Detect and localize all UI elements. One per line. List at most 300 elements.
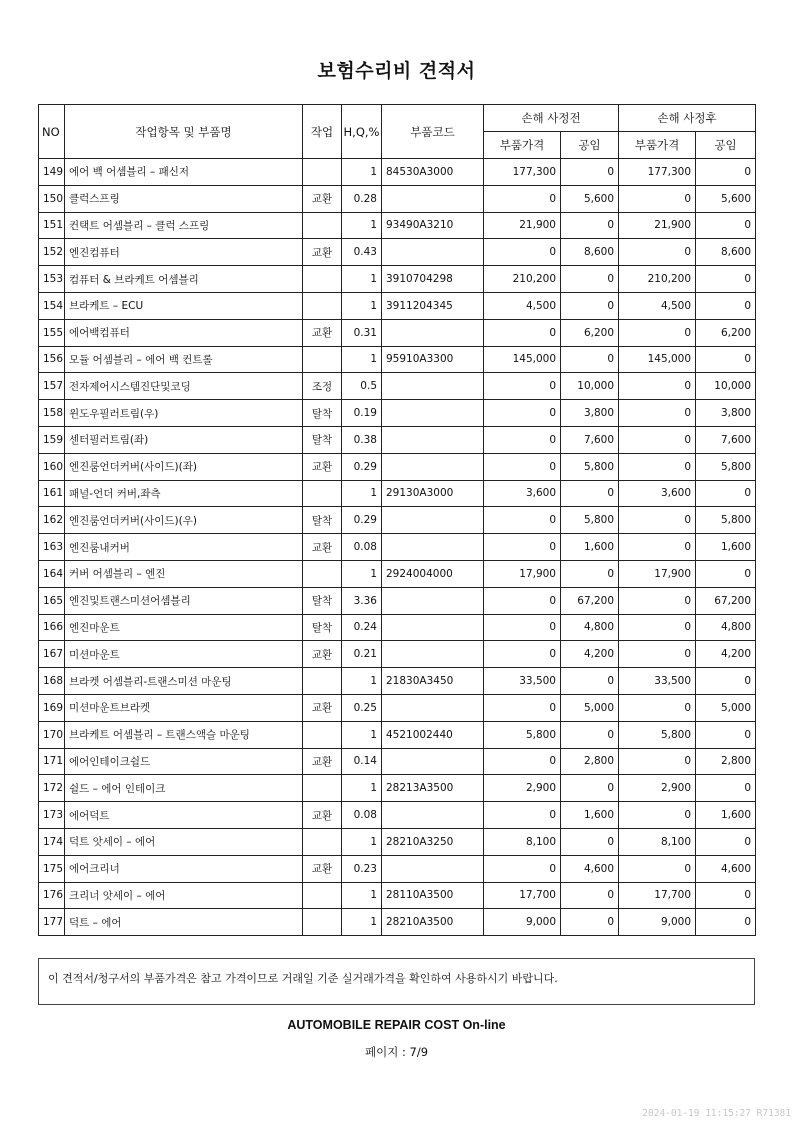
- item-name: 엔진컴퓨터: [65, 239, 303, 266]
- before-part-price: 3,600: [484, 480, 561, 507]
- table-row: [39, 668, 756, 695]
- item-name: 브라케트 – ECU: [65, 292, 303, 319]
- before-labor: 0: [561, 560, 619, 587]
- before-labor: 0: [561, 721, 619, 748]
- before-labor: 0: [561, 266, 619, 293]
- hq-value: 1: [342, 668, 382, 695]
- item-name: 엔진및트랜스미션어셈블리: [65, 587, 303, 614]
- item-name: 센터필러트림(좌): [65, 426, 303, 453]
- table-row: [39, 882, 756, 909]
- before-part-price: 0: [484, 400, 561, 427]
- table-row: [39, 373, 756, 400]
- after-part-price: 0: [619, 507, 696, 534]
- after-labor: 3,800: [696, 400, 756, 427]
- before-part-price: 8,100: [484, 828, 561, 855]
- work-type: 교환: [303, 453, 342, 480]
- hq-value: 1: [342, 159, 382, 186]
- hq-value: 0.43: [342, 239, 382, 266]
- part-code: [382, 802, 484, 829]
- work-type: [303, 480, 342, 507]
- work-type: 탈착: [303, 507, 342, 534]
- row-number: 156: [39, 346, 65, 373]
- after-labor: 0: [696, 346, 756, 373]
- after-part-price: 17,900: [619, 560, 696, 587]
- after-labor: 0: [696, 560, 756, 587]
- hq-value: 0.21: [342, 641, 382, 668]
- hq-value: 1: [342, 266, 382, 293]
- hq-value: 0.38: [342, 426, 382, 453]
- before-part-price: 0: [484, 855, 561, 882]
- row-number: 152: [39, 239, 65, 266]
- after-labor: 0: [696, 212, 756, 239]
- work-type: [303, 882, 342, 909]
- part-code: 28110A3500: [382, 882, 484, 909]
- part-code: 28210A3500: [382, 909, 484, 936]
- table-row: [39, 694, 756, 721]
- work-type: [303, 159, 342, 186]
- after-part-price: 210,200: [619, 266, 696, 293]
- row-number: 172: [39, 775, 65, 802]
- after-part-price: 145,000: [619, 346, 696, 373]
- before-labor: 0: [561, 828, 619, 855]
- work-type: [303, 909, 342, 936]
- before-part-price: 0: [484, 239, 561, 266]
- before-part-price: 177,300: [484, 159, 561, 186]
- item-name: 덕트 – 에어: [65, 909, 303, 936]
- work-type: 교환: [303, 185, 342, 212]
- item-name: 에어 백 어셈블리 – 패신저: [65, 159, 303, 186]
- after-labor: 7,600: [696, 426, 756, 453]
- after-part-price: 8,100: [619, 828, 696, 855]
- before-labor: 0: [561, 775, 619, 802]
- table-row: [39, 185, 756, 212]
- header-item: 작업항목 및 부품명: [65, 105, 303, 159]
- row-number: 165: [39, 587, 65, 614]
- before-part-price: 145,000: [484, 346, 561, 373]
- before-part-price: 0: [484, 426, 561, 453]
- work-type: [303, 346, 342, 373]
- after-part-price: 0: [619, 453, 696, 480]
- work-type: [303, 212, 342, 239]
- row-number: 159: [39, 426, 65, 453]
- after-part-price: 0: [619, 614, 696, 641]
- work-type: 교환: [303, 855, 342, 882]
- row-number: 175: [39, 855, 65, 882]
- before-labor: 67,200: [561, 587, 619, 614]
- table-row: [39, 721, 756, 748]
- after-part-price: 0: [619, 694, 696, 721]
- work-type: 교환: [303, 239, 342, 266]
- table-row: [39, 346, 756, 373]
- item-name: 크리너 앗세이 – 에어: [65, 882, 303, 909]
- table-row: [39, 560, 756, 587]
- after-labor: 0: [696, 721, 756, 748]
- before-labor: 5,600: [561, 185, 619, 212]
- hq-value: 0.24: [342, 614, 382, 641]
- header-hq: H,Q,%: [342, 105, 382, 159]
- part-code: 95910A3300: [382, 346, 484, 373]
- item-name: 브라켓 어셈블리-트랜스미션 마운팅: [65, 668, 303, 695]
- row-number: 157: [39, 373, 65, 400]
- part-code: [382, 400, 484, 427]
- before-part-price: 0: [484, 534, 561, 561]
- part-code: [382, 614, 484, 641]
- before-part-price: 0: [484, 453, 561, 480]
- before-part-price: 0: [484, 694, 561, 721]
- table-row: [39, 802, 756, 829]
- row-number: 167: [39, 641, 65, 668]
- before-labor: 10,000: [561, 373, 619, 400]
- work-type: 교환: [303, 694, 342, 721]
- part-code: 21830A3450: [382, 668, 484, 695]
- before-part-price: 4,500: [484, 292, 561, 319]
- after-labor: 0: [696, 828, 756, 855]
- work-type: [303, 560, 342, 587]
- part-code: [382, 855, 484, 882]
- row-number: 174: [39, 828, 65, 855]
- after-part-price: 0: [619, 641, 696, 668]
- item-name: 윈도우필러트림(우): [65, 400, 303, 427]
- hq-value: 1: [342, 721, 382, 748]
- before-labor: 0: [561, 159, 619, 186]
- work-type: [303, 668, 342, 695]
- row-number: 155: [39, 319, 65, 346]
- hq-value: 1: [342, 775, 382, 802]
- after-part-price: 2,900: [619, 775, 696, 802]
- estimate-rows: [39, 159, 756, 936]
- item-name: 컨택트 어셈블리 – 클럭 스프링: [65, 212, 303, 239]
- hq-value: 3.36: [342, 587, 382, 614]
- hq-value: 0.29: [342, 507, 382, 534]
- before-labor: 0: [561, 909, 619, 936]
- after-part-price: 4,500: [619, 292, 696, 319]
- row-number: 161: [39, 480, 65, 507]
- after-labor: 0: [696, 292, 756, 319]
- item-name: 커버 어셈블리 – 엔진: [65, 560, 303, 587]
- item-name: 엔진룸언더커버(사이드)(좌): [65, 453, 303, 480]
- row-number: 173: [39, 802, 65, 829]
- before-labor: 3,800: [561, 400, 619, 427]
- item-name: 에어크리너: [65, 855, 303, 882]
- after-labor: 5,800: [696, 453, 756, 480]
- before-part-price: 0: [484, 319, 561, 346]
- part-code: [382, 641, 484, 668]
- item-name: 엔진룸언더커버(사이드)(우): [65, 507, 303, 534]
- header-after-part-price: 부품가격: [619, 132, 696, 159]
- work-type: 조정: [303, 373, 342, 400]
- table-row: [39, 212, 756, 239]
- after-labor: 4,600: [696, 855, 756, 882]
- before-labor: 0: [561, 292, 619, 319]
- item-name: 미션마운트: [65, 641, 303, 668]
- hq-value: 1: [342, 882, 382, 909]
- header-before-labor: 공임: [561, 132, 619, 159]
- after-part-price: 0: [619, 802, 696, 829]
- row-number: 153: [39, 266, 65, 293]
- after-part-price: 0: [619, 185, 696, 212]
- before-labor: 2,800: [561, 748, 619, 775]
- before-labor: 4,600: [561, 855, 619, 882]
- before-part-price: 0: [484, 614, 561, 641]
- after-part-price: 33,500: [619, 668, 696, 695]
- row-number: 160: [39, 453, 65, 480]
- page-number: 페이지 : 7/9: [364, 1045, 429, 1059]
- part-code: 2924004000: [382, 560, 484, 587]
- item-name: 엔진마운트: [65, 614, 303, 641]
- item-name: 에어백컴퓨터: [65, 319, 303, 346]
- table-row: [39, 855, 756, 882]
- header-after-labor: 공임: [696, 132, 756, 159]
- hq-value: 1: [342, 909, 382, 936]
- before-part-price: 2,900: [484, 775, 561, 802]
- table-row: [39, 587, 756, 614]
- before-labor: 0: [561, 882, 619, 909]
- row-number: 169: [39, 694, 65, 721]
- after-part-price: 0: [619, 400, 696, 427]
- item-name: 미션마운트브라켓: [65, 694, 303, 721]
- before-labor: 6,200: [561, 319, 619, 346]
- part-code: 28210A3250: [382, 828, 484, 855]
- hq-value: 0.5: [342, 373, 382, 400]
- table-row: [39, 775, 756, 802]
- header-before-part-price: 부품가격: [484, 132, 561, 159]
- after-labor: 67,200: [696, 587, 756, 614]
- part-code: [382, 587, 484, 614]
- row-number: 154: [39, 292, 65, 319]
- before-part-price: 17,900: [484, 560, 561, 587]
- before-labor: 5,000: [561, 694, 619, 721]
- header-before-assessment: 손해 사정전: [484, 105, 619, 132]
- part-code: 28213A3500: [382, 775, 484, 802]
- after-labor: 2,800: [696, 748, 756, 775]
- row-number: 162: [39, 507, 65, 534]
- item-name: 컴퓨터 & 브라케트 어셈블리: [65, 266, 303, 293]
- after-labor: 4,200: [696, 641, 756, 668]
- part-code: [382, 319, 484, 346]
- part-code: [382, 373, 484, 400]
- before-part-price: 210,200: [484, 266, 561, 293]
- part-code: 84530A3000: [382, 159, 484, 186]
- before-part-price: 0: [484, 748, 561, 775]
- item-name: 패널-언더 커버,좌측: [65, 480, 303, 507]
- before-part-price: 0: [484, 185, 561, 212]
- after-labor: 0: [696, 266, 756, 293]
- part-code: 3911204345: [382, 292, 484, 319]
- row-number: 177: [39, 909, 65, 936]
- before-labor: 5,800: [561, 453, 619, 480]
- item-name: 에어인테이크쉴드: [65, 748, 303, 775]
- before-part-price: 0: [484, 641, 561, 668]
- after-labor: 8,600: [696, 239, 756, 266]
- price-notice-text: 이 견적서/청구서의 부품가격은 참고 가격이므로 거래일 기준 실거래가격을 확인하여 사용하시기 바랍니다.: [48, 972, 558, 985]
- part-code: 29130A3000: [382, 480, 484, 507]
- row-number: 151: [39, 212, 65, 239]
- header-work: 작업: [303, 105, 342, 159]
- header-after-assessment: 손해 사정후: [619, 105, 756, 132]
- after-part-price: 17,700: [619, 882, 696, 909]
- part-code: [382, 534, 484, 561]
- row-number: 158: [39, 400, 65, 427]
- after-part-price: 0: [619, 373, 696, 400]
- item-name: 엔진룸내커버: [65, 534, 303, 561]
- before-labor: 5,800: [561, 507, 619, 534]
- part-code: [382, 507, 484, 534]
- table-row: [39, 480, 756, 507]
- after-part-price: 0: [619, 587, 696, 614]
- after-labor: 0: [696, 882, 756, 909]
- work-type: 교환: [303, 534, 342, 561]
- before-part-price: 0: [484, 802, 561, 829]
- part-code: [382, 426, 484, 453]
- before-part-price: 5,800: [484, 721, 561, 748]
- hq-value: 1: [342, 346, 382, 373]
- item-name: 에어덕트: [65, 802, 303, 829]
- after-labor: 5,800: [696, 507, 756, 534]
- hq-value: 0.29: [342, 453, 382, 480]
- table-row: [39, 292, 756, 319]
- work-type: 교환: [303, 319, 342, 346]
- after-part-price: 0: [619, 855, 696, 882]
- part-code: 3910704298: [382, 266, 484, 293]
- before-labor: 1,600: [561, 534, 619, 561]
- table-row: [39, 266, 756, 293]
- after-labor: 0: [696, 159, 756, 186]
- hq-value: 0.28: [342, 185, 382, 212]
- table-row: [39, 426, 756, 453]
- after-part-price: 0: [619, 239, 696, 266]
- document-title: 보험수리비 견적서: [317, 60, 476, 82]
- estimate-table: [38, 104, 756, 936]
- after-labor: 4,800: [696, 614, 756, 641]
- hq-value: 1: [342, 480, 382, 507]
- work-type: 교환: [303, 641, 342, 668]
- after-labor: 1,600: [696, 802, 756, 829]
- table-row: [39, 239, 756, 266]
- brand-footer: AUTOMOBILE REPAIR COST On-line: [287, 1018, 506, 1032]
- after-labor: 5,600: [696, 185, 756, 212]
- part-code: [382, 748, 484, 775]
- print-timestamp: 2024-01-19 11:15:27 R71381: [642, 1108, 791, 1119]
- after-part-price: 3,600: [619, 480, 696, 507]
- item-name: 클럭스프링: [65, 185, 303, 212]
- table-row: [39, 534, 756, 561]
- work-type: 탈착: [303, 614, 342, 641]
- work-type: 교환: [303, 748, 342, 775]
- work-type: 탈착: [303, 400, 342, 427]
- after-part-price: 5,800: [619, 721, 696, 748]
- work-type: [303, 828, 342, 855]
- work-type: [303, 721, 342, 748]
- before-part-price: 9,000: [484, 909, 561, 936]
- row-number: 170: [39, 721, 65, 748]
- before-part-price: 0: [484, 587, 561, 614]
- hq-value: 0.31: [342, 319, 382, 346]
- hq-value: 0.08: [342, 802, 382, 829]
- after-labor: 5,000: [696, 694, 756, 721]
- part-code: [382, 239, 484, 266]
- before-labor: 7,600: [561, 426, 619, 453]
- table-row: [39, 319, 756, 346]
- table-row: [39, 159, 756, 186]
- work-type: 탈착: [303, 426, 342, 453]
- after-labor: 0: [696, 668, 756, 695]
- before-part-price: 0: [484, 373, 561, 400]
- table-row: [39, 614, 756, 641]
- after-labor: 0: [696, 775, 756, 802]
- item-name: 브라케트 어셈블리 – 트랜스액슬 마운팅: [65, 721, 303, 748]
- work-type: [303, 266, 342, 293]
- after-labor: 6,200: [696, 319, 756, 346]
- before-part-price: 33,500: [484, 668, 561, 695]
- before-labor: 0: [561, 212, 619, 239]
- hq-value: 1: [342, 292, 382, 319]
- hq-value: 0.14: [342, 748, 382, 775]
- after-part-price: 21,900: [619, 212, 696, 239]
- before-labor: 0: [561, 480, 619, 507]
- hq-value: 1: [342, 828, 382, 855]
- row-number: 149: [39, 159, 65, 186]
- table-row: [39, 748, 756, 775]
- after-part-price: 0: [619, 426, 696, 453]
- table-row: [39, 641, 756, 668]
- row-number: 166: [39, 614, 65, 641]
- price-notice-box: [38, 958, 755, 1005]
- table-row: [39, 507, 756, 534]
- item-name: 모듈 어셈블리 – 에어 백 컨트롤: [65, 346, 303, 373]
- after-labor: 0: [696, 909, 756, 936]
- row-number: 171: [39, 748, 65, 775]
- work-type: [303, 292, 342, 319]
- work-type: [303, 775, 342, 802]
- header-no: NO: [39, 105, 65, 159]
- after-part-price: 177,300: [619, 159, 696, 186]
- hq-value: 0.19: [342, 400, 382, 427]
- hq-value: 1: [342, 560, 382, 587]
- before-labor: 0: [561, 346, 619, 373]
- part-code: [382, 185, 484, 212]
- after-part-price: 0: [619, 534, 696, 561]
- row-number: 176: [39, 882, 65, 909]
- row-number: 163: [39, 534, 65, 561]
- hq-value: 0.25: [342, 694, 382, 721]
- work-type: 탈착: [303, 587, 342, 614]
- hq-value: 1: [342, 212, 382, 239]
- hq-value: 0.08: [342, 534, 382, 561]
- after-part-price: 0: [619, 319, 696, 346]
- work-type: 교환: [303, 802, 342, 829]
- item-name: 덕트 앗세이 – 에어: [65, 828, 303, 855]
- table-row: [39, 453, 756, 480]
- part-code: 93490A3210: [382, 212, 484, 239]
- before-part-price: 0: [484, 507, 561, 534]
- hq-value: 0.23: [342, 855, 382, 882]
- item-name: 전자제어시스템진단및코딩: [65, 373, 303, 400]
- before-part-price: 17,700: [484, 882, 561, 909]
- before-labor: 8,600: [561, 239, 619, 266]
- table-row: [39, 909, 756, 936]
- before-part-price: 21,900: [484, 212, 561, 239]
- before-labor: 4,800: [561, 614, 619, 641]
- before-labor: 4,200: [561, 641, 619, 668]
- after-labor: 0: [696, 480, 756, 507]
- after-labor: 1,600: [696, 534, 756, 561]
- part-code: 4521002440: [382, 721, 484, 748]
- row-number: 168: [39, 668, 65, 695]
- row-number: 150: [39, 185, 65, 212]
- part-code: [382, 694, 484, 721]
- before-labor: 1,600: [561, 802, 619, 829]
- before-labor: 0: [561, 668, 619, 695]
